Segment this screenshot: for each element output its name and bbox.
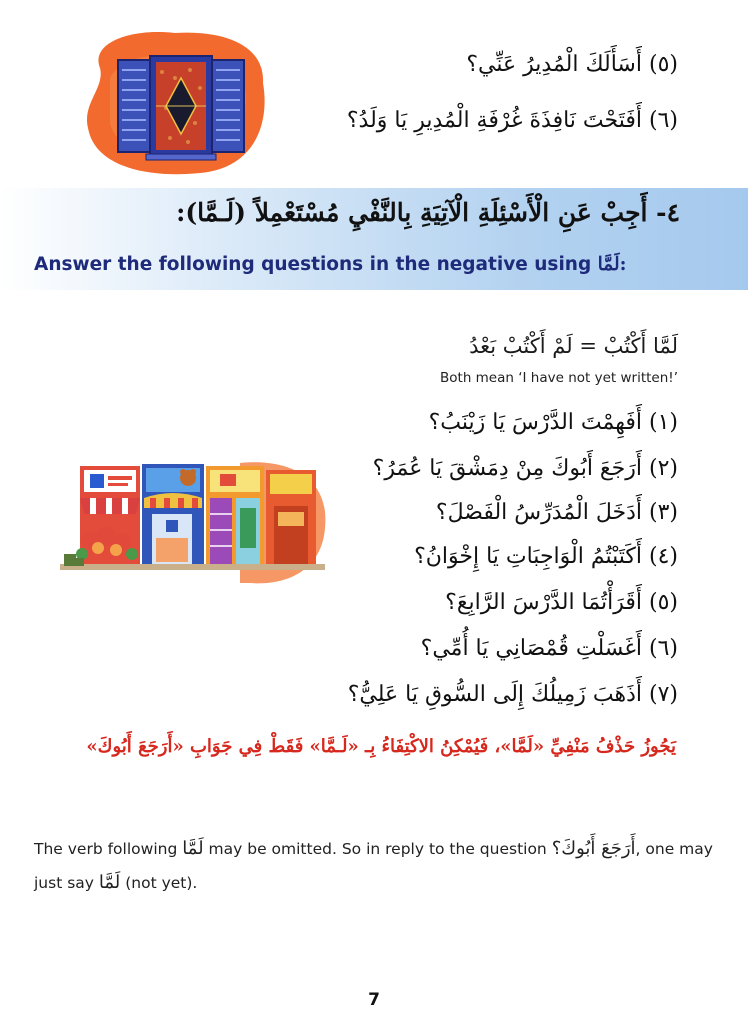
shops-illustration [60,458,332,588]
question-item [348,682,678,707]
question-text: أَدَخَلَ الْمُدَرِّسُ الْفَصْلَ؟ [435,500,642,525]
question-number: (٦) [648,636,678,661]
question-item [414,544,678,569]
note-arabic-word: لَمَّا [98,872,121,893]
note-arabic-word: أَرَجَعَ أَبُوكَ؟ [551,838,636,859]
exercise-title-english [34,254,626,275]
question-item [466,52,678,77]
question-number: (٤) [648,544,678,569]
note-english-text: may be omitted. So in reply to the question [208,840,547,858]
question-item [429,410,678,435]
question-number: (٦) [648,108,678,133]
question-text: أَذَهَبَ زَمِيلُكَ إِلَى السُّوقِ يَا عَلِيُّ؟ [347,682,642,707]
note-arabic: يَجُوزُ حَذْفُ مَنْفِيِّ «لَمَّا»، فَيُمْكِنُ الاكْتِفَاءُ بِـ «لَـمَّا» فَقَطْ فِي جَوَابِ «أَرَجَعَ أَبُوكَ» [86,736,676,757]
question-item [421,636,678,661]
question-text: أَغَسَلْتِ قُمْصَانِي يَا أُمِّي؟ [420,636,642,661]
note-english-text: (not yet). [125,874,198,892]
example-arabic: لَمَّا أَكْتُبْ = لَمْ أَكْتُبْ بَعْدُ [469,334,678,358]
exercise-title-english-text: Answer the following questions in the negative using [34,254,592,275]
note-english [34,832,724,900]
question-number: (٣) [648,500,678,525]
question-item [347,108,678,133]
question-number: (٥) [648,52,678,77]
question-text: أَفَتَحْتَ نَافِذَةَ غُرْفَةِ الْمُدِيرِ يَا وَلَدُ؟ [346,108,642,133]
question-text: أَفَهِمْتَ الدَّرْسَ يَا زَيْنَبُ؟ [428,410,642,435]
question-item [436,500,678,525]
question-number: (٥) [648,590,678,615]
exercise-title-arabic-word: لَمَّا: [597,254,627,275]
example-english: Both mean ‘I have not yet written!’ [440,370,678,386]
question-item [445,590,678,615]
question-text: أَسَأَلَكَ الْمُدِيرُ عَنِّي؟ [466,52,642,77]
question-number: (٢) [648,456,678,481]
question-text: أَكَتَبْتُمُ الْوَاجِبَاتِ يَا إِخْوَانُ؟ [414,544,642,569]
question-item [373,456,678,481]
exercise-banner [0,188,748,290]
window-illustration [80,28,270,178]
note-english-text: , one may just say [34,840,713,892]
page-number: 7 [368,990,380,1010]
note-arabic-word: لَمَّا [182,838,204,859]
question-number: (٧) [648,682,678,707]
question-number: (١) [648,410,678,435]
note-english-text: The verb following [34,840,178,858]
question-text: أَقَرَأْتُمَا الدَّرْسَ الرَّابِعَ؟ [445,590,642,615]
question-text: أَرَجَعَ أَبُوكَ مِنْ دِمَشْقَ يَا عُمَرُ؟ [372,456,642,481]
exercise-title-arabic: ٤- أَجِبْ عَنِ الْأَسْئِلَةِ الْآتِيَةِ بِالنَّفْيِ مُسْتَعْمِلاً (لَـمَّا): [176,198,680,227]
